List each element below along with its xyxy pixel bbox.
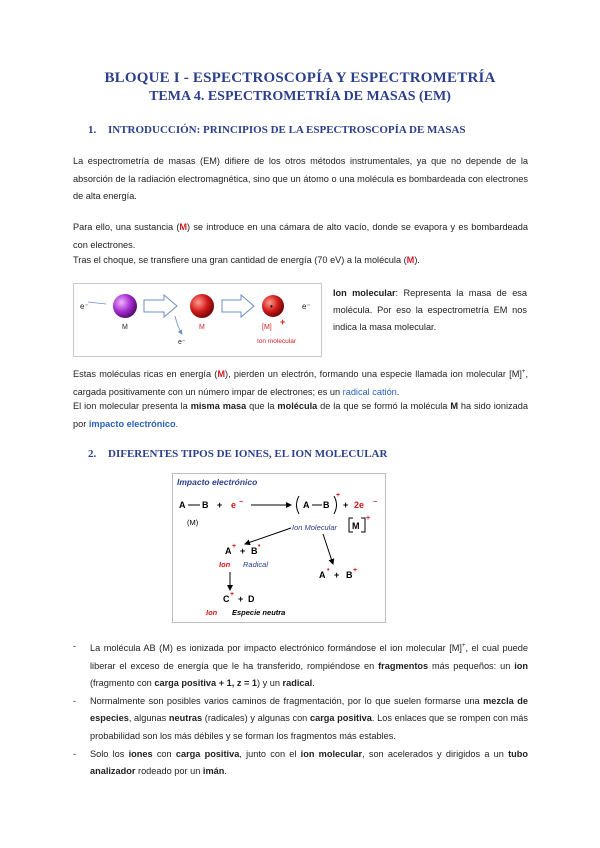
text: , el cual puede liberar el exceso de energía que le ha transferido, rompiéndose en [90,643,529,671]
purple-molecule [113,294,137,318]
list-item [73,746,528,781]
ion-label: Ion [219,560,231,569]
path-arrow-right [323,534,333,564]
bullet-dash: - [73,641,77,651]
especie-neutra-label: Especie neutra [232,608,286,617]
bold-term: mezcla de especies [90,695,528,724]
m-charge: + [366,515,371,522]
frag-c: C [223,594,230,604]
ejected-electron-arrow [175,316,182,334]
section-2-title: DIFERENTES TIPOS DE IONES, EL ION MOLECULAR [108,448,388,460]
text: más pequeños: un [428,660,515,671]
text: (radicales) y algunas con [202,713,310,724]
two-electrons: 2e [354,500,365,510]
molecule-symbol: M [406,255,415,265]
bold-term: ion [514,660,529,671]
atom-a: A [179,500,186,510]
text: con [152,748,176,759]
paren-left [297,496,300,514]
fragmentation-figure [172,473,386,623]
bold-term: ion molecular [300,748,363,759]
bold-term: neutras [168,713,203,724]
bracket-right [361,518,365,532]
alt-a: A [319,570,326,580]
text: Solo los [90,748,129,759]
bold-term: fragmentos [378,660,429,671]
section-1-heading [88,124,466,136]
plus-2: + [343,500,349,510]
text: Para ello, una sustancia ( [73,222,180,232]
two-electrons-charge: − [373,499,378,506]
bold-term: carga positiva [309,713,372,724]
section-2-heading [88,448,387,460]
text: Normalmente son posibles varios caminos de fragmentación, por lo que suelen formarse una [90,695,484,706]
red-molecule [190,294,214,318]
text: Tras el choque, se transfiere una gran cantidad de energía (70 eV) a la molécula ( [73,255,407,265]
electron-arrow [88,302,106,304]
text: ), pierden un electrón, formando una especie llamada ion molecular [M] [225,369,522,380]
product-a: A [303,500,310,510]
bold-term: imán [202,766,225,777]
text: , son acelerados y dirigidos a un [362,748,509,759]
text: de la que se formó la molécula [317,401,451,411]
text: . [396,386,400,397]
paragraph-sustancia [73,219,528,254]
text: + [461,643,466,649]
paragraph-choque [73,252,528,270]
right-electron-label: e⁻ [302,302,311,311]
ionization-diagram [74,284,321,356]
section-1-number: 1. [88,124,97,136]
radical-dot: • [270,302,273,311]
radical-cation [262,295,284,317]
text: El ion molecular presenta la [73,401,191,411]
ionization-figure [73,283,322,357]
radical-cation-term: radical catión [342,386,397,397]
bold-term: radical [282,678,313,689]
text: . [312,678,315,689]
text: . [224,766,227,777]
radical-label: Radical [243,560,269,569]
charge: + [521,369,526,375]
bold-term: carga positiva + 1, z = 1 [154,678,258,689]
alt-a-radical: • [327,567,330,574]
molecule-symbol: M [179,222,188,232]
frag-b: B [251,546,258,556]
text: La molécula AB (M) es ionizada por impacto electrónico formándose el ion molecular [M] [90,643,462,654]
bold-term: M [450,401,458,411]
arrow-2 [222,295,254,317]
bold-term: tubo analizador [90,748,528,777]
page-subtitle: TEMA 4. ESPECTROMETRÍA DE MASAS (EM) [149,89,451,104]
section-1-title: INTRODUCCIÓN: PRINCIPIOS DE LA ESPECTROSCOPÍA DE MASAS [108,124,466,136]
arrow-1 [144,295,177,317]
bold-term: misma masa [190,401,247,411]
text: ) y un [257,678,283,689]
frag-plus-2: + [238,594,244,604]
text: (fragmento con [90,678,155,689]
m-label: (M) [187,518,199,527]
molecule-symbol: M [217,369,226,380]
frag-a: A [225,546,232,556]
impacto-electronico-term: impacto electrónico [88,418,176,429]
text: . Los enlaces que se rompen con más probabilidad son los más débiles y se forman los fragmentos más estables. [90,713,529,742]
figure-title: Impacto electrónico [177,477,258,487]
text: . [175,418,179,429]
definition: : Representa la masa de esa molécula. Por eso la espectrometría EM nos indica la masa molecular. [333,288,528,332]
list-item [73,693,529,746]
paragraph-intro: La espectrometría de masas (EM) difiere de los otros métodos instrumentales, ya que no depende de la absorción de la radiación electromagnética, sino que un átomo o una molécula es bombardeada con electrones de alta energía. [73,156,528,201]
frag-a-charge: + [232,543,237,550]
frag-b-radical: • [258,543,261,550]
bold-term: carga positiva [175,748,240,759]
paragraph-radical-cation [73,364,528,401]
text: ). [414,255,420,265]
bold-term: molécula [277,401,318,411]
text: Estas moléculas ricas en energía ( [73,369,218,380]
text: , cargada positivamente con un número impar de electrones; es un [73,369,528,397]
product-charge: + [336,492,341,499]
list-item [73,638,529,693]
electron-charge: − [239,499,244,506]
atom-b: B [202,500,209,510]
electron-label: e⁻ [80,302,89,311]
label-m2: M [199,324,205,331]
frag-plus: + [240,546,246,556]
bullet-dash: - [73,748,77,759]
product-b: B [323,500,330,510]
alt-b-charge: + [353,567,358,574]
text: que la [246,401,278,411]
text: ha sido ionizada por [73,401,528,429]
label-m3: [M] [262,324,272,331]
m-symbol: M [352,521,360,531]
ion-molecular-description [333,285,527,336]
term: Ion molecular [333,288,396,298]
bullet-list [73,638,529,781]
fragmentation-diagram [173,474,385,622]
alt-b: B [346,570,353,580]
alt-plus: + [334,570,340,580]
frag-c-charge: + [230,591,235,598]
plus-1: + [217,500,223,510]
text: , algunas [128,713,169,724]
ion-molecular-label: Ion Molecular [292,523,338,532]
ion-label: Ion molecular [257,338,297,345]
text: ) se introduce en una cámara de alto vacío, donde se evapora y es bombardeada con electrones. [73,222,528,250]
section-2-number: 2. [88,448,97,460]
ion-label-2: Ion [206,608,218,617]
page-title: BLOQUE I - ESPECTROSCOPÍA Y ESPECTROMETRÍA [104,70,496,86]
label-plus: + [280,317,286,327]
ejected-electron-label: e⁻ [178,339,186,346]
path-arrow-left [245,528,291,544]
bullet-dash: - [73,695,77,706]
electron: e [231,500,237,510]
label-m1: M [122,324,128,331]
text: , junto con el [239,748,301,759]
paragraph-misma-masa [73,398,528,433]
text: rodeado por un [135,766,203,777]
frag-d: D [248,594,255,604]
bold-term: iones [128,748,153,759]
